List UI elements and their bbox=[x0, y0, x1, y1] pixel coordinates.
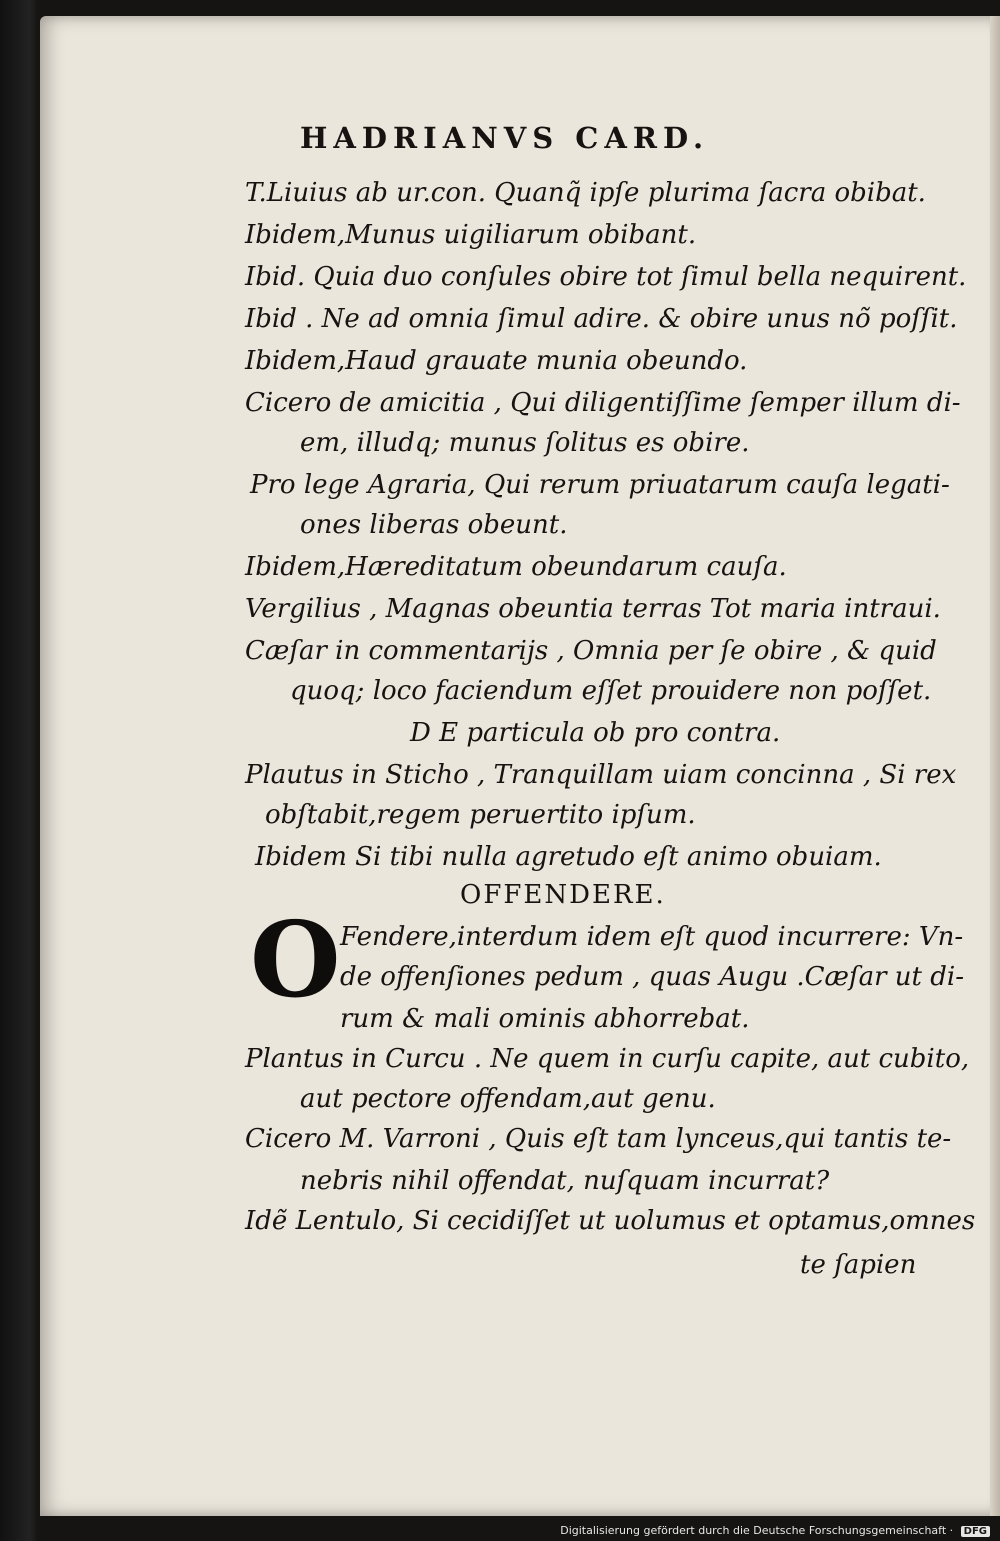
heading-offendere: OFFENDERE. bbox=[460, 880, 666, 910]
text-line: Pro lege Agraria, Qui rerum priuatarum cauſa legati- bbox=[250, 470, 950, 500]
catchword: te ſapien bbox=[800, 1250, 917, 1280]
text-line: Cicero M. Varroni , Quis eſt tam lynceus,qui tantis te- bbox=[245, 1124, 952, 1154]
text-line: em, illudq; munus ſolitus es obire. bbox=[300, 428, 750, 458]
dfg-logo: DFG bbox=[961, 1526, 990, 1537]
text-line: nebris nihil offendat, nuſquam incurrat? bbox=[300, 1166, 830, 1196]
text-line: Cæſar in commentarijs , Omnia per ſe obire , & quid bbox=[245, 636, 937, 666]
text-line: Ibid. Quia duo conſules obire tot ſimul bella nequirent. bbox=[245, 262, 967, 292]
text-line: Ibidem Si tibi nulla agretudo eſt animo obuiam. bbox=[255, 842, 882, 872]
footer-text: Digitalisierung gefördert durch die Deutsche Forschungsgemeinschaft · bbox=[560, 1524, 954, 1537]
text-line: Vergilius , Magnas obeuntia terras Tot maria intraui. bbox=[245, 594, 941, 624]
text-line: Idẽ Lentulo, Si cecidiſſet ut uolumus et optamus,omnes bbox=[245, 1206, 976, 1236]
text-line: Plantus in Curcu . Ne quem in curſu capite, aut cubito, bbox=[245, 1044, 970, 1074]
text-line: Ibidem,Haud grauate munia obeundo. bbox=[245, 346, 748, 376]
drop-cap: O bbox=[250, 898, 341, 1021]
text-line: aut pectore offendam,aut genu. bbox=[300, 1084, 716, 1114]
page-edge bbox=[990, 16, 1000, 1516]
text-line: ones liberas obeunt. bbox=[300, 510, 568, 540]
text-line: Ibid . Ne ad omnia ſimul adire. & obire unus nõ poſſit. bbox=[245, 304, 958, 334]
text-line: Ibidem,Hæreditatum obeundarum cauſa. bbox=[245, 552, 787, 582]
text-line: Ibidem,Munus uigiliarum obibant. bbox=[245, 220, 697, 250]
section-title-ob: D E particula ob pro contra. bbox=[410, 718, 781, 748]
text-line: Plautus in Sticho , Tranquillam uiam concinna , Si rex bbox=[245, 760, 957, 790]
text-line: de offenſiones pedum , quas Augu .Cæſar ut di- bbox=[340, 962, 964, 992]
text-line: quoq; loco faciendum eſſet prouidere non poſſet. bbox=[290, 676, 932, 706]
text-line: T.Liuius ab ur.con. Quanq̃ ipſe plurima ſacra obibat. bbox=[245, 178, 926, 208]
text-line: obſtabit,regem peruertito ipſum. bbox=[265, 800, 696, 830]
text-line: Fendere,interdum idem eſt quod incurrere: Vn- bbox=[340, 922, 964, 952]
running-title: HADRIANVS CARD. bbox=[300, 121, 710, 155]
text-line: Cicero de amicitia , Qui diligentiſſime ſemper illum di- bbox=[245, 388, 961, 418]
footer-credit bbox=[560, 1524, 990, 1537]
text-line: rum & mali ominis abhorrebat. bbox=[340, 1004, 750, 1034]
